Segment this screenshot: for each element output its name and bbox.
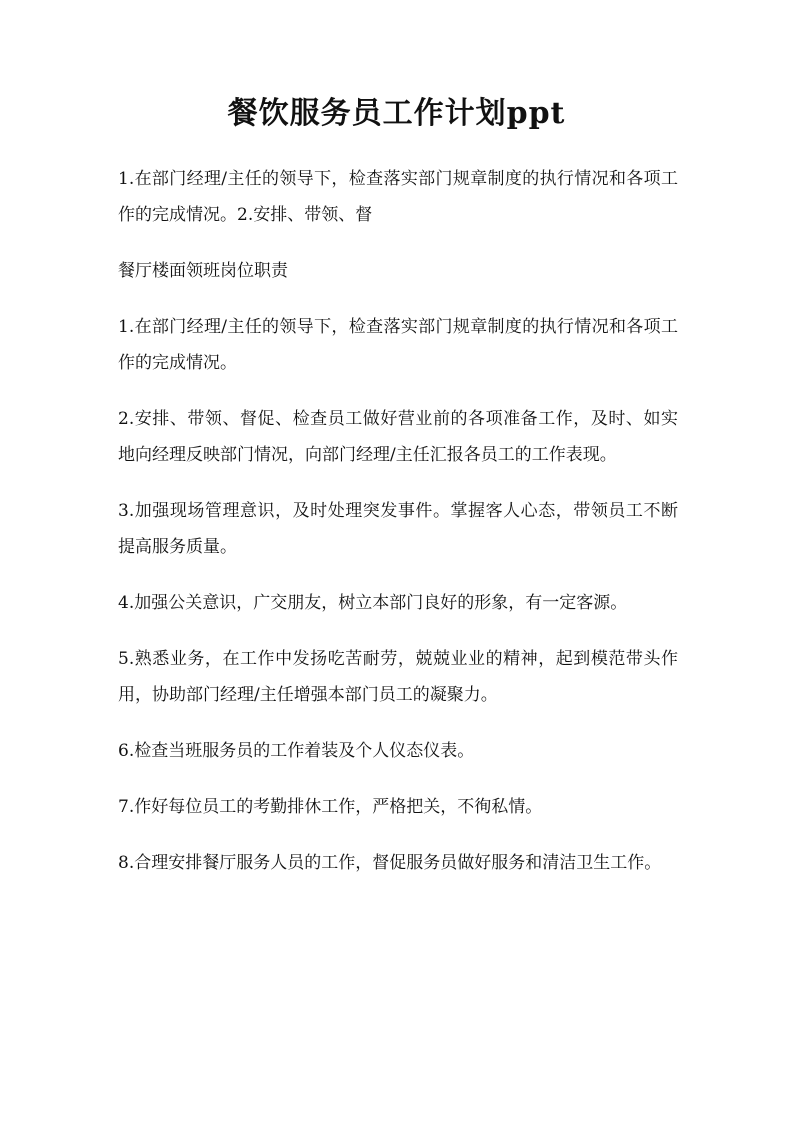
paragraph-duty-2: 2.安排、带领、督促、检查员工做好营业前的各项准备工作，及时、如实地向经理反映部门情况，向部门经理/主任汇报各员工的工作表现。 bbox=[118, 409, 678, 465]
paragraph-duty-8: 8.合理安排餐厅服务人员的工作，督促服务员做好服务和清洁卫生工作。 bbox=[118, 853, 662, 873]
document-title: 餐饮服务员工作计划ppt bbox=[227, 96, 566, 131]
paragraph-duty-1: 1.在部门经理/主任的领导下，检查落实部门规章制度的执行情况和各项工作的完成情况。 bbox=[118, 317, 678, 373]
paragraph-duty-4: 4.加强公关意识，广交朋友，树立本部门良好的形象，有一定客源。 bbox=[118, 593, 628, 613]
paragraph-intro: 1.在部门经理/主任的领导下，检查落实部门规章制度的执行情况和各项工作的完成情况。2.安排、带领、督 bbox=[118, 169, 678, 225]
paragraph-duty-3: 3.加强现场管理意识，及时处理突发事件。掌握客人心态，带领员工不断提高服务质量。 bbox=[118, 501, 678, 557]
paragraph-duty-7: 7.作好每位员工的考勤排休工作，严格把关，不徇私情。 bbox=[118, 797, 543, 817]
document-body bbox=[118, 161, 678, 901]
section-heading: 餐厅楼面领班岗位职责 bbox=[118, 261, 288, 281]
paragraph-duty-5: 5.熟悉业务，在工作中发扬吃苦耐劳，兢兢业业的精神，起到模范带头作用，协助部门经理/主任增强本部门员工的凝聚力。 bbox=[118, 649, 678, 705]
paragraph-duty-6: 6.检查当班服务员的工作着装及个人仪态仪表。 bbox=[118, 741, 475, 761]
